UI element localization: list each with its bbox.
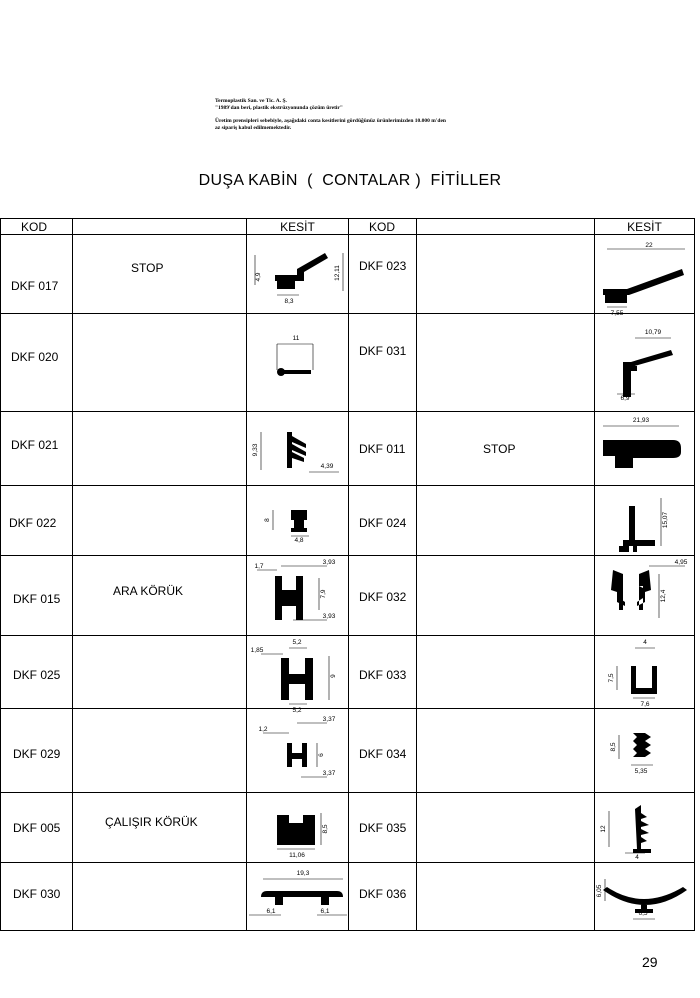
order-notice-line-2: az sipariş kabul edilmemektedir. <box>215 125 292 131</box>
dimension-label: 8 <box>264 518 271 522</box>
section-cell <box>247 486 349 556</box>
profile-shape <box>275 576 303 620</box>
profile-name: ARA KÖRÜK <box>113 584 184 598</box>
profile-name: STOP <box>483 442 516 456</box>
name-cell <box>73 793 247 863</box>
dimension-label: 4,8 <box>294 537 304 544</box>
name-cell <box>73 556 247 636</box>
dimension-label: 8,5 <box>322 824 329 834</box>
dimension-label: 8,5 <box>610 742 617 752</box>
profile-code: DKF 021 <box>11 438 59 452</box>
code-cell <box>349 235 417 314</box>
section-cell <box>595 556 695 636</box>
dimension-label: 11 <box>292 335 300 342</box>
dimension-label: 1,2 <box>258 726 268 733</box>
dimension-label: 7,55 <box>610 310 624 317</box>
company-name: Termoplastik San. ve Tic. A. Ş. <box>215 98 287 104</box>
dimension-label: 9 <box>330 674 337 678</box>
dimension-label: 9,33 <box>252 443 259 457</box>
code-cell <box>1 235 73 314</box>
profile-name: ÇALIŞIR KÖRÜK <box>105 815 198 829</box>
profile-section-drawing <box>595 556 695 636</box>
dimension-label: 5,35 <box>634 768 648 775</box>
dimension-label: 7,6 <box>640 701 650 708</box>
name-cell <box>417 235 595 314</box>
code-cell <box>1 314 73 412</box>
dimension-label: 6,1 <box>266 908 276 915</box>
profile-shape <box>287 743 307 767</box>
code-cell <box>1 793 73 863</box>
profile-shape <box>261 891 343 905</box>
section-cell <box>247 314 349 412</box>
name-cell <box>417 412 595 486</box>
profile-section-drawing <box>247 556 349 636</box>
table-row <box>1 314 695 412</box>
table-row <box>1 235 695 314</box>
profile-code: DKF 005 <box>13 821 61 835</box>
code-cell <box>1 636 73 709</box>
dimension-label: 4,95 <box>674 559 688 566</box>
code-cell <box>349 314 417 412</box>
code-cell <box>349 556 417 636</box>
code-cell <box>1 863 73 931</box>
name-cell <box>417 863 595 931</box>
profile-section-drawing <box>595 709 695 793</box>
profile-section-drawing <box>595 486 695 556</box>
profile-shape <box>623 350 673 397</box>
name-cell <box>73 486 247 556</box>
dimension-label: 6,1 <box>320 908 330 915</box>
code-cell <box>349 863 417 931</box>
name-cell <box>73 314 247 412</box>
profile-code: DKF 022 <box>9 516 57 530</box>
name-cell <box>73 412 247 486</box>
company-header <box>215 98 515 132</box>
dimension-label: 10,79 <box>644 329 662 336</box>
kod-header-right: KOD <box>349 219 417 235</box>
section-cell <box>247 235 349 314</box>
dimension-label: 4,9 <box>255 272 262 282</box>
section-cell <box>595 709 695 793</box>
section-cell <box>595 486 695 556</box>
code-cell <box>1 556 73 636</box>
profile-code: DKF 011 <box>359 442 406 456</box>
section-cell <box>247 709 349 793</box>
dimension-label: 1,85 <box>250 647 264 654</box>
table-row <box>1 709 695 793</box>
code-cell <box>1 412 73 486</box>
profile-code: DKF 020 <box>11 350 59 364</box>
profile-table <box>0 218 695 931</box>
table-row <box>1 486 695 556</box>
dimension-label: 11,06 <box>289 852 305 859</box>
table-header <box>1 219 695 235</box>
profile-code: DKF 030 <box>13 887 61 901</box>
code-cell <box>1 709 73 793</box>
page-title: DUŞA KABİN ( CONTALAR ) FİTİLLER <box>198 172 502 189</box>
profile-section-drawing <box>247 793 349 863</box>
dimension-label: 15,07 <box>662 511 669 529</box>
profile-code: DKF 015 <box>13 592 61 606</box>
code-cell <box>349 636 417 709</box>
table-row <box>1 863 695 931</box>
kesit-header: KESİT <box>247 219 349 235</box>
section-cell <box>595 314 695 412</box>
name-cell <box>417 636 595 709</box>
profile-code: DKF 017 <box>11 279 59 293</box>
name-cell <box>73 636 247 709</box>
section-cell <box>247 556 349 636</box>
dimension-label: 3,37 <box>322 716 336 723</box>
dimension-label: 1,7 <box>254 563 264 570</box>
profile-code: DKF 035 <box>359 821 407 835</box>
profile-shape <box>291 510 307 532</box>
dimension-label: 5,2 <box>292 639 302 646</box>
profile-shape <box>619 506 655 552</box>
profile-section-drawing <box>247 486 349 556</box>
profile-section-drawing <box>247 636 349 714</box>
name-cell <box>417 556 595 636</box>
profile-section-drawing <box>595 412 695 486</box>
dimension-label: 12 <box>600 825 607 833</box>
code-cell <box>349 709 417 793</box>
name-cell <box>73 235 247 314</box>
profile-section-drawing <box>595 863 695 931</box>
company-slogan: "1989'dan beri, plastik ekstrüzyonunda çözüm üretir" <box>215 105 343 111</box>
profile-shape <box>275 253 328 289</box>
profile-code: DKF 033 <box>359 668 407 682</box>
profile-shape <box>277 815 315 845</box>
dimension-label: 3,93 <box>322 613 336 620</box>
profile-code: DKF 034 <box>359 747 407 761</box>
profile-section-drawing <box>247 709 349 793</box>
name-cell <box>417 486 595 556</box>
profile-name: STOP <box>131 261 164 275</box>
section-cell <box>247 412 349 486</box>
profile-section-drawing <box>247 314 349 412</box>
profile-section-drawing <box>595 235 695 317</box>
table-row <box>1 636 695 709</box>
dimension-label: 6,5 <box>638 910 648 917</box>
dimension-label: 12,11 <box>334 265 341 281</box>
profile-shape <box>281 658 313 700</box>
dimension-label: 7,9 <box>320 589 327 599</box>
dimension-label: 4,39 <box>320 463 334 470</box>
profile-code: DKF 029 <box>13 747 61 761</box>
dimension-label: 22 <box>645 242 653 249</box>
dimension-label: 8,3 <box>284 298 294 305</box>
section-cell <box>595 235 695 317</box>
name-cell <box>417 793 595 863</box>
profile-section-drawing <box>247 412 349 486</box>
profile-code: DKF 024 <box>359 516 407 530</box>
profile-shape <box>633 805 651 853</box>
dimension-label: 19,3 <box>296 870 310 877</box>
profile-code: DKF 031 <box>359 344 407 358</box>
profile-shape <box>633 733 651 757</box>
dimension-label: 21,93 <box>632 417 650 424</box>
kesit-header-right: KESİT <box>595 219 695 235</box>
profile-section-drawing <box>595 636 695 709</box>
table-row <box>1 793 695 863</box>
profile-section-drawing <box>595 793 695 863</box>
table-row <box>1 412 695 486</box>
profile-shape <box>611 570 651 610</box>
profile-section-drawing <box>247 235 349 314</box>
code-cell <box>349 412 417 486</box>
section-cell <box>595 412 695 486</box>
dimension-label: 7,5 <box>608 673 615 683</box>
profile-shape <box>631 666 657 694</box>
name-cell <box>73 863 247 931</box>
dimension-label: 4 <box>643 639 647 646</box>
profile-code: DKF 023 <box>359 259 407 273</box>
profile-shape <box>283 370 311 374</box>
dimension-label: 6 <box>318 753 325 757</box>
name-cell <box>73 709 247 793</box>
section-cell <box>595 863 695 931</box>
code-cell <box>1 486 73 556</box>
code-cell <box>349 793 417 863</box>
section-cell <box>247 863 349 931</box>
code-cell <box>349 486 417 556</box>
order-notice-line-1: Üretim prensipleri sebebiyle, aşağıdaki conta kesitlerini gördüğünüz ürünlerimizden 10.000 m'den <box>215 118 446 124</box>
name-cell <box>417 314 595 412</box>
dimension-label: 3,37 <box>322 770 336 777</box>
name-cell <box>417 709 595 793</box>
table-row <box>1 556 695 636</box>
profile-code: DKF 036 <box>359 887 407 901</box>
profile-code: DKF 025 <box>13 668 61 682</box>
profile-shape <box>287 432 306 468</box>
section-cell <box>247 636 349 714</box>
profile-shape <box>603 440 681 468</box>
dimension-label: 6,9 <box>620 395 630 402</box>
kod-header: KOD <box>1 219 73 235</box>
section-cell <box>595 793 695 863</box>
profile-shape <box>603 269 684 303</box>
profile-section-drawing <box>247 863 349 931</box>
profile-code: DKF 032 <box>359 590 407 604</box>
dimension-label: 4 <box>635 854 639 861</box>
dimension-label: 12,4 <box>660 589 667 603</box>
dimension-label: 3,93 <box>322 559 336 566</box>
dimension-label: 5,2 <box>292 707 302 714</box>
page-number: 29 <box>642 954 658 970</box>
section-cell <box>247 793 349 863</box>
section-cell <box>595 636 695 709</box>
dimension-label: 6,05 <box>596 884 603 898</box>
profile-section-drawing <box>595 314 695 412</box>
